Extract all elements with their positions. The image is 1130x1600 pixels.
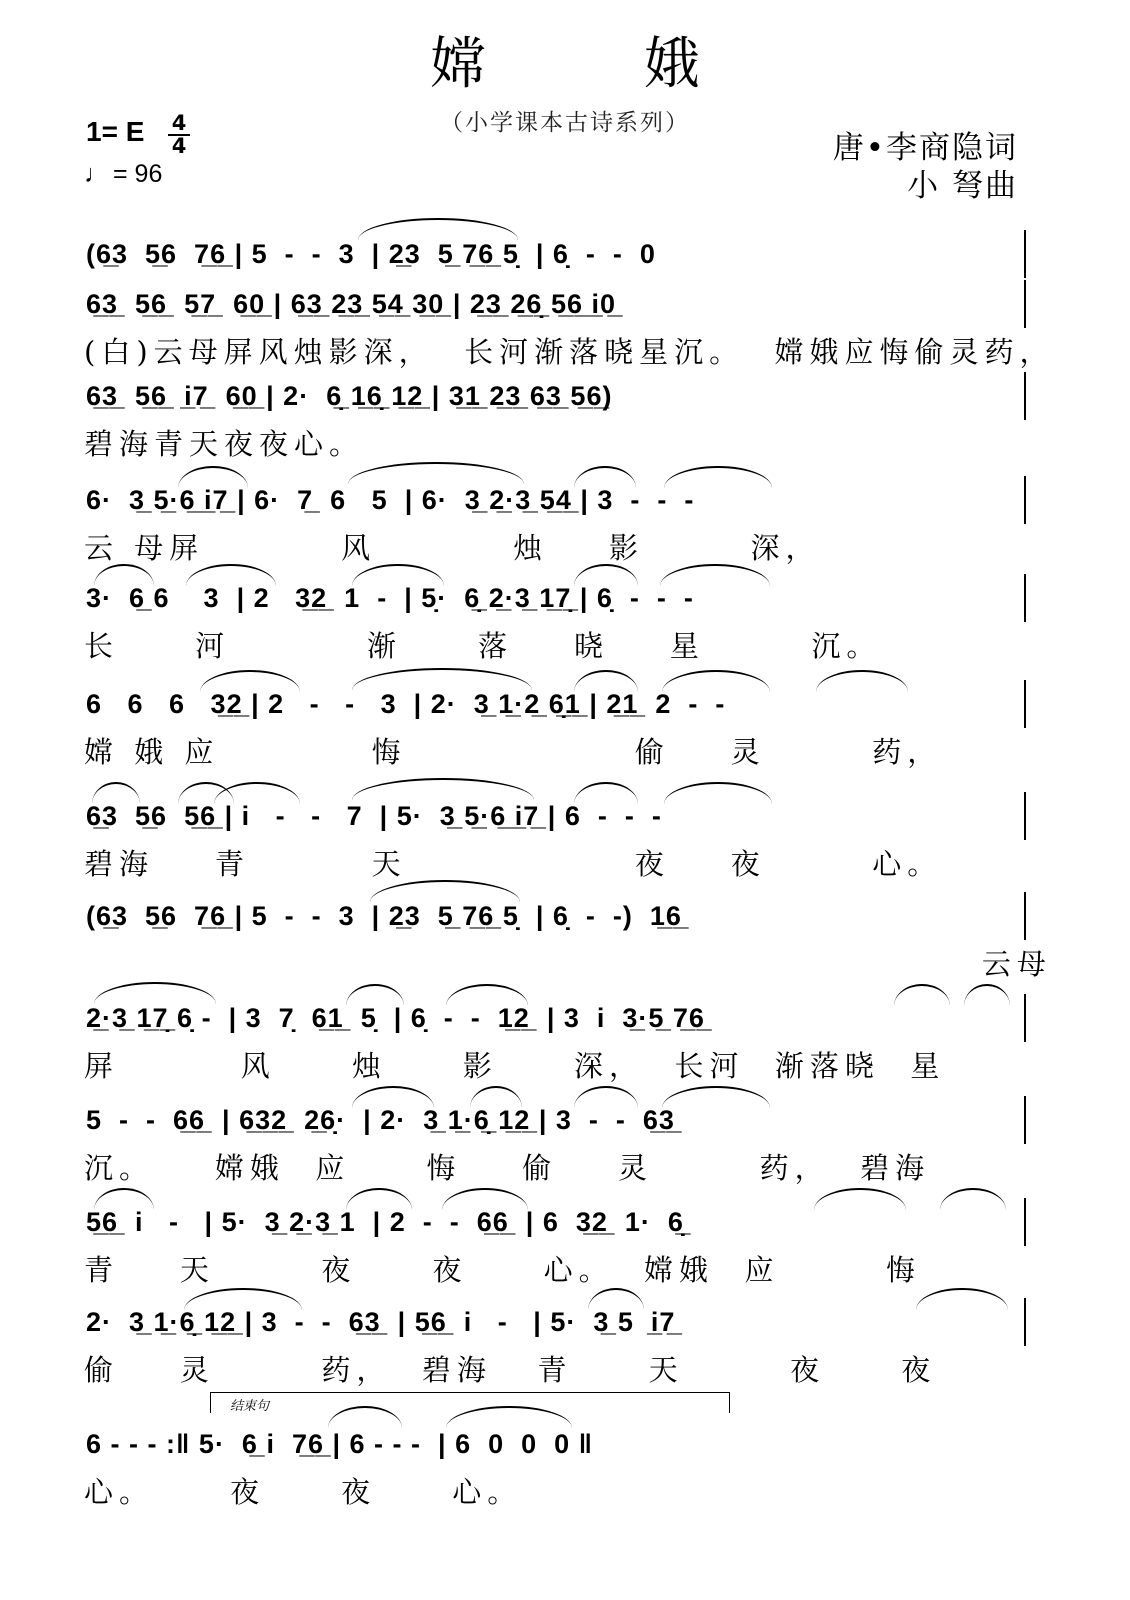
song-subtitle: （小学课本古诗系列） [440,110,690,136]
lyrics-line: 云 母屏 风 烛 影 深， [84,531,821,565]
notation-line: 6· 3̲ 5̲·6̲ i̲7̲ | 6· 7̲ 6 5 | 6· 3̲ 2̲·3̲ 5̲4̲ | 3 - - - [86,476,1026,524]
lyrics-line: 嫦 娥 应 悔 偷 灵 药， [84,735,943,769]
notation-line: 6̲3 5̲6 5̲6̲ | i - - 7 | 5· 3̲ 5̲·6̲ i̲7̲ | 6 - - - [86,792,1026,840]
lyrics-line: 云母 [84,947,1052,981]
composer-credit: 小 弩曲 [907,168,1018,204]
notation-line: 6 6 6 3̲2̲ | 2 - - 3 | 2· 3̲ 1̲·2̲ 6̣̲1̲ | 2̲1̲ 2 - - [86,680,1026,728]
system-13 [0,1420,1130,1530]
lyrics-line: 沉。 嫦娥 应 悔 偷 灵 药， 碧海 [84,1151,931,1185]
system-3 [0,372,1130,482]
key-signature: 1= E [86,116,145,147]
quarter-note-icon: ♩ [84,160,109,188]
tempo-value: = 96 [113,160,163,188]
notation-line: 5̲6̲ i - | 5· 3̲ 2̲·3̲ 1 | 2 - - 6̲6̲ | 6 3̲2̲ 1· 6̣̲ [86,1198,1026,1246]
lyrics-line: (白)云母屏风烛影深， 长河渐落晓星沉。 嫦娥应悔偷灵药， [84,335,1055,369]
system-6 [0,680,1130,790]
system-5 [0,574,1130,684]
lyrics-line: 碧海 青 天 夜 夜 心。 [84,847,943,881]
notation-line: 6̲3̲ 5̲6̲ i̲7̲ 6̲0̲ | 2· 6̣̲ 1̲6̣̲ 1̲2̲ | 3̲1̲ 2̲3̲ 6̲3̲ 5̲6̲) [86,372,1026,420]
lyrics-line: 长 河 渐 落 晓 星 沉。 [84,629,882,663]
notation-line: (6̲3 5̲6 7̲6̲ | 5 - - 3 | 2̲3 5̲ 7̲6̲ 5̣ | 6̣ - -) 1̲6̲ [86,892,1026,940]
lyrics-line: 屏 风 烛 影 深， 长河 渐落晓 星 [84,1049,946,1083]
notation-line: 5 - - 6̲6̲ | 6̲3̲2̲ 2̲6̣· | 2· 3̲ 1̲·6̣̲ 1̲2̲ | 3 - - 6̲3̲ [86,1096,1026,1144]
notation-line: 2· 3̲ 1̲·6̣̲ 1̲2̲ | 3 - - 6̲3̲ | 5̲6̲ i - | 5· 3̲ 5 i̲7̲ [86,1298,1026,1346]
notation-line: 2̲·3̲ 1̲7̣̲ 6̣ - | 3 7̣ 6̲1̲ 5̣ | 6̣ - - 1̲2̲ | 3 i 3̲·5̲ 7̲6̲ [86,994,1026,1042]
notation-line: 6̲3̲ 5̲6̲ 5̲7̲ 6̲0̲ | 6̲3̲ 2̲3̲ 5̲4̲ 3̲0̲ | 2̲3̲ 2̲6̣̲ 5̲6̲ i̲0̲ [86,280,1026,328]
notation-line: (6̲3 5̲6 7̲6̲ | 5 - - 3 | 2̲3 5̲ 7̲6̲ 5̣ | 6̣ - - 0 [86,230,1026,278]
lyrics-line: 偷 灵 药， 碧海 青 天 夜 夜 [84,1353,937,1387]
time-signature-bottom: 4 [171,134,187,158]
system-9 [0,994,1130,1104]
lyrics-line: 心。 夜 夜 心。 [84,1475,523,1509]
notation-line: 3· 6̲ 6 3 | 2 3̲2̲ 1 - | 5̣· 6̣̲ 2̲·3̲ 1̲7̣̲ | 6̣ - - - [86,574,1026,622]
lyrics-line: 青 天 夜 夜 心。 嫦娥 应 悔 [84,1253,921,1287]
lyricist-credit: 唐•李商隐词 [832,130,1018,166]
notation-line: 6 - - - :‖ 5· 6̲ i 7̲6̲ | 6 - - - | 6 0 0 0 ‖ [86,1429,594,1459]
tempo-marking [84,160,162,189]
time-signature [168,111,190,158]
system-4 [0,476,1130,586]
lyrics-line: 碧海青天夜夜心。 [84,427,365,461]
time-signature-top: 4 [171,111,187,135]
system-7 [0,792,1130,902]
song-title: 嫦 娥 [430,32,770,97]
ending-label: 结束句 [230,1399,270,1414]
